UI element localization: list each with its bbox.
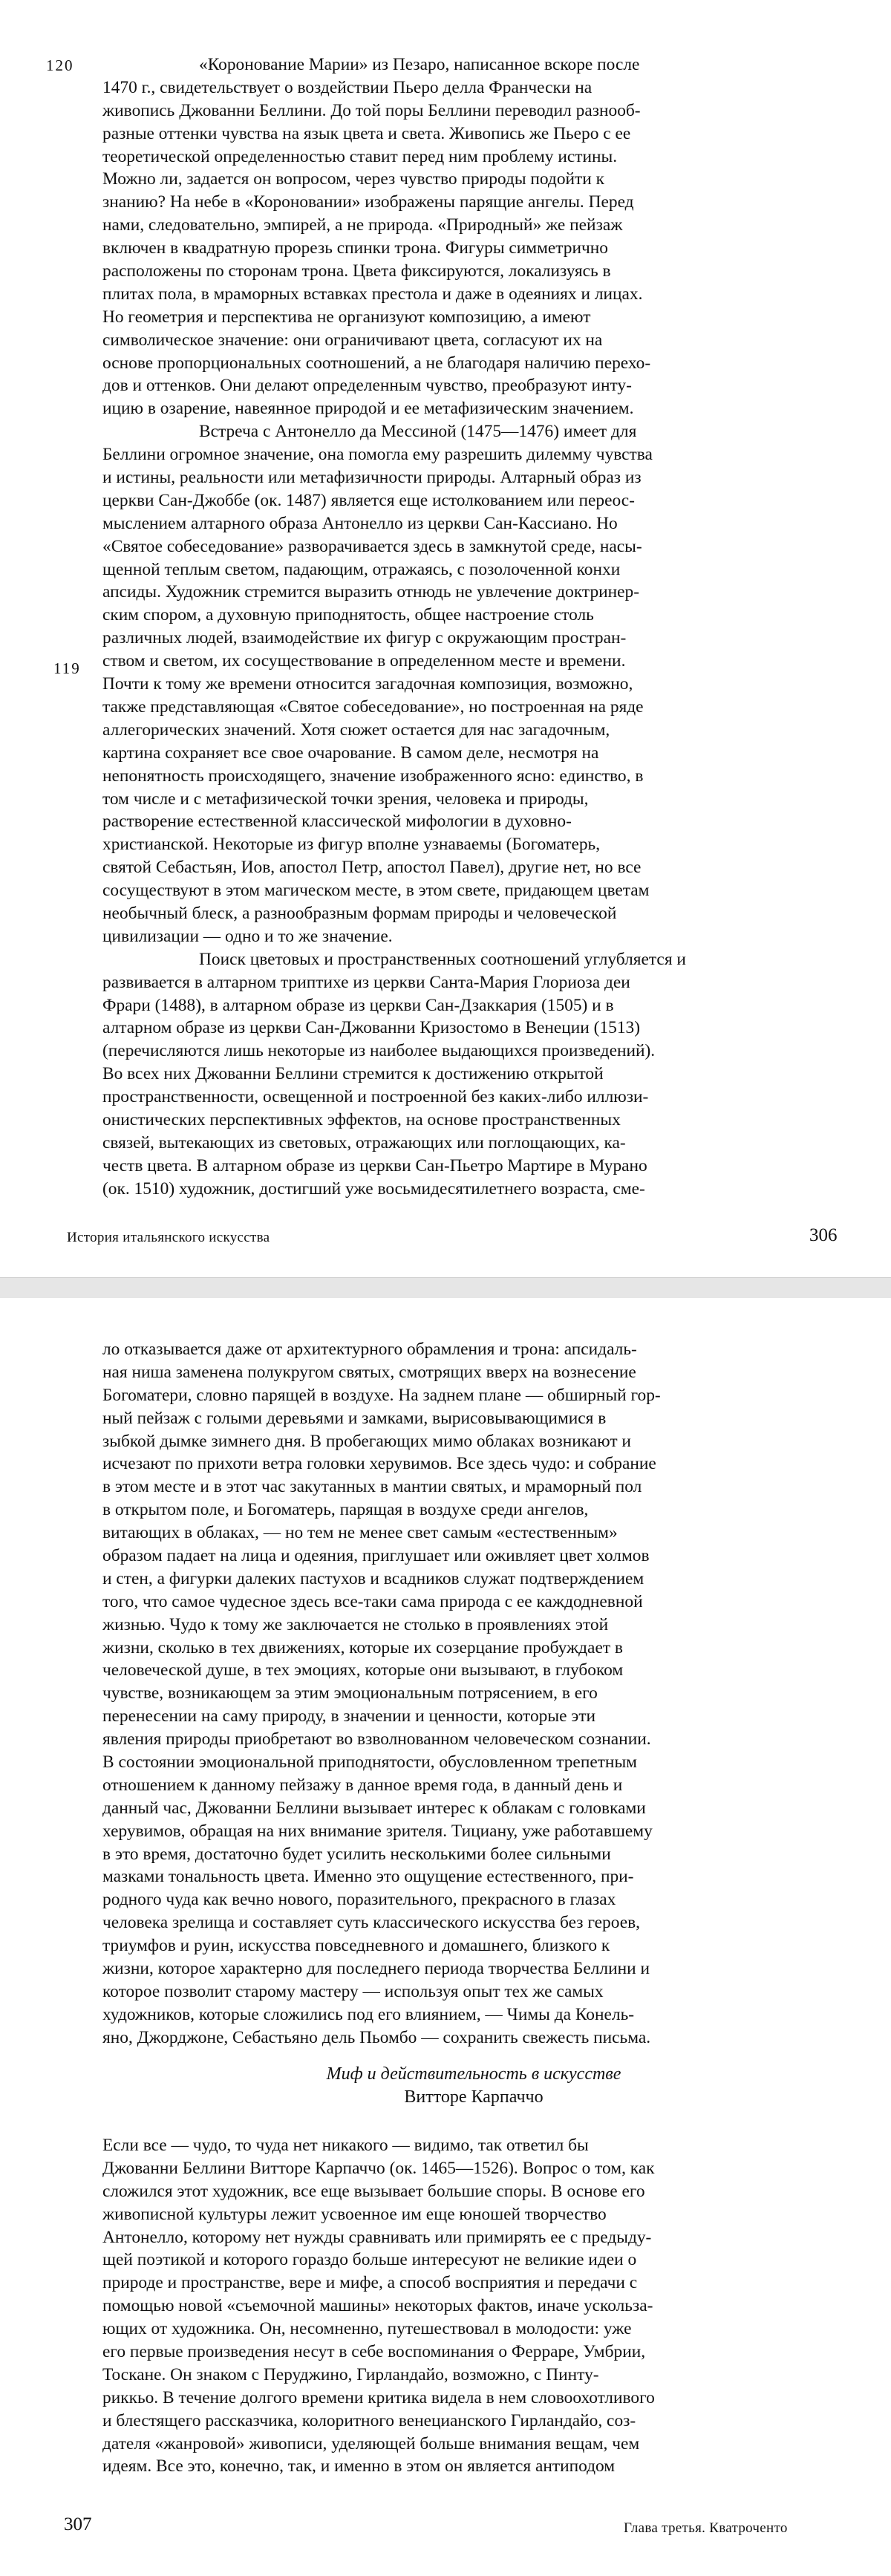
text-line: апсиды. Художник стремится выразить отнюдь не увлечение доктринер- xyxy=(102,582,640,602)
text-line: в это время, достаточно будет усилить несколькими более сильными xyxy=(102,1844,611,1864)
text-line: теоретической определенностью ставит перед ним проблему истины. xyxy=(102,146,618,166)
text-line: и блестящего рассказчика, колоритного венецианского Гирландайо, соз- xyxy=(102,2410,636,2430)
text-line: которое позволит старому мастеру — используя опыт тех же самых xyxy=(102,1981,604,2001)
text-line: ским спором, а духовную приподнятость, общее настроение столь xyxy=(102,605,594,625)
text-line: онистических перспективных эффектов, на основе пространственных xyxy=(102,1109,621,1129)
text-line: 1470 г., свидетельствует о воздействии Пьеро делла Франчески на xyxy=(102,77,593,97)
text-line: включен в квадратную прорезь спинки трона. Фигуры симметрично xyxy=(102,238,608,258)
text-line: дов и оттенков. Они делают определенным чувство, преобразуют инту- xyxy=(102,376,632,396)
margin-number-top: 120 xyxy=(46,56,74,74)
text-line: различных людей, взаимодействие их фигур с окружающим простран- xyxy=(102,628,627,648)
text-line: сложился этот художник, все еще вызывает большие споры. В основе его xyxy=(102,2181,645,2201)
text-line: основе пропорциональных соотношений, а не благодаря наличию перехо- xyxy=(102,353,651,373)
text-line: церкви Сан-Джоббе (ок. 1487) является еще истолкованием или переос- xyxy=(102,490,635,510)
text-line: человеческой душе, в тех эмоциях, которые они вызывают, в глубоком xyxy=(102,1660,624,1680)
text-line: яно, Джорджоне, Себастьяно дель Пьомбо — сохранить свежесть письма. xyxy=(102,2027,651,2047)
text-line: аллегорических значений. Хотя сюжет остается для нас загадочным, xyxy=(102,720,610,740)
text-line: честв цвета. В алтарном образе из церкви Сан-Пьетро Мартире в Мурано xyxy=(102,1155,647,1175)
text-line: в этом месте и в этот час закутанных в мантии святых, и мраморный пол xyxy=(102,1477,642,1497)
text-line: жизни, сколько в тех движениях, которые их созерцание пробуждает в xyxy=(102,1637,623,1657)
text-line: Джованни Беллини Витторе Карпаччо (ок. 1465—1526). Вопрос о том, как xyxy=(102,2158,655,2178)
text-line: ством и светом, их сосуществование в определенном месте и времени. xyxy=(102,651,626,671)
book-page-306 xyxy=(0,0,891,1277)
text-line: также представляющая «Святое собеседование», но построенная на ряде xyxy=(102,697,644,717)
text-line: Почти к тому же времени относится загадочная композиция, возможно, xyxy=(102,674,633,694)
page-307-body-text xyxy=(102,1338,845,2050)
text-line: символическое значение: они ограничивают цвета, согласуют их на xyxy=(102,330,603,350)
text-line: щенной теплым светом, падающим, отражаясь, с позолоченной конхи xyxy=(102,559,621,579)
page-306-body-text xyxy=(102,53,845,1201)
text-line: в открытом поле, и Богоматерь, парящая в воздухе среди ангелов, xyxy=(102,1500,589,1520)
text-line: витающих в облаках, — но тем не менее свет самым «естественным» xyxy=(102,1523,618,1543)
text-line: живопись Джованни Беллини. До той поры Беллини переводил разнооб- xyxy=(102,100,641,120)
text-line: триумфов и руин, искусства повседневного и домашнего, близкого к xyxy=(102,1936,610,1956)
text-line: Если все — чудо, то чуда нет никакого — видимо, так ответил бы xyxy=(102,2136,589,2155)
text-line: живописной культуры лежит усвоенное им еще юношей творчество xyxy=(102,2204,607,2224)
text-line: идеям. Все это, конечно, так, и именно в этом он является антиподом xyxy=(102,2456,616,2476)
text-line: непонятность происходящего, значение изображенного ясно: единство, в xyxy=(102,766,644,786)
text-line: родного чуда как вечно нового, поразительного, прекрасного в глазах xyxy=(102,1890,616,1910)
text-line: (перечисляются лишь некоторые из наиболее выдающихся произведений). xyxy=(102,1041,656,1061)
text-line: Беллини огромное значение, она помогла ему разрешить дилемму чувства xyxy=(102,445,653,465)
text-line: того, что самое чудесное здесь все-таки сама природа с ее каждодневной xyxy=(102,1591,643,1611)
book-page-307 xyxy=(0,1298,891,2576)
text-line: исчезают по прихоти ветра головки херувимов. Все здесь чудо: и собрание xyxy=(102,1454,656,1474)
text-line: цивилизации — одно и то же значение. xyxy=(102,926,393,946)
text-line: «Святое собеседование» разворачивается здесь в замкнутой среде, насы- xyxy=(102,536,642,556)
text-line: его первые произведения несут в себе воспоминания о Ферраре, Умбрии, xyxy=(102,2342,646,2362)
text-line: жизни, которое характерно для последнего периода творчества Беллини и xyxy=(102,1959,650,1979)
text-line: Фрари (1488), в алтарном образе из церкви Сан-Дзаккария (1505) и в xyxy=(102,995,614,1015)
text-line: Антонелло, которому нет нужды сравнивать или примирять ее с предыду- xyxy=(102,2227,652,2247)
text-line: зыбкой дымке зимнего дня. В пробегающих мимо облаках возникают и xyxy=(102,1431,631,1451)
text-line: картина сохраняет все свое очарование. В самом деле, несмотря на xyxy=(102,743,599,763)
running-footer-left: История итальянского искусства xyxy=(67,1230,270,1245)
text-line: святой Себастьян, Иов, апостол Петр, апостол Павел), другие нет, но все xyxy=(102,858,642,878)
text-line: ющих от художника. Он, несомненно, путешествовал в молодости: уже xyxy=(102,2319,632,2339)
text-line: Встреча с Антонелло да Мессиной (1475—1476) имеет для xyxy=(199,422,637,442)
page-number-306: 306 xyxy=(809,1225,838,1245)
text-line: отношением к данному пейзажу в данное время года, в данный день и xyxy=(102,1775,623,1795)
running-footer-right: Глава третья. Кватроченто xyxy=(624,2520,788,2536)
text-line: мазками тональность цвета. Именно это ощущение естественного, при- xyxy=(102,1867,634,1887)
text-line: помощью новой «съемочной машины» некоторых фактов, иначе ускольза- xyxy=(102,2296,653,2316)
text-line: нами, следовательно, эмпирей, а не природа. «Природный» же пейзаж xyxy=(102,215,623,235)
text-line: риккьо. В течение долгого времени критика видела в нем словоохотливого xyxy=(102,2387,655,2407)
text-line: ная ниша заменена полукругом святых, смотрящих вверх на вознесение xyxy=(102,1362,636,1382)
section-body-text xyxy=(102,2134,845,2478)
text-line: херувимов, обращая на них внимание зрителя. Тициану, уже работавшему xyxy=(102,1821,653,1841)
text-line: чувстве, возникающем за этим эмоциональным потрясением, в его xyxy=(102,1683,598,1703)
text-line: перенесении на саму природу, в значении и ценности, которые эти xyxy=(102,1706,596,1726)
text-line: данный час, Джованни Беллини вызывает интерес к облакам с головками xyxy=(102,1798,646,1818)
text-line: образом падает на лица и одеяния, приглушает или оживляет цвет холмов xyxy=(102,1546,650,1566)
text-line: ицию в озарение, навеянное природой и ее метафизическим значением. xyxy=(102,399,634,419)
text-line: знанию? На небе в «Короновании» изображены парящие ангелы. Перед xyxy=(102,192,634,212)
text-line: ло отказывается даже от архитектурного обрамления и трона: апсидаль- xyxy=(102,1340,637,1359)
section-heading xyxy=(102,2063,845,2109)
text-line: Богоматери, словно парящей в воздухе. На заднем плане — обширный гор- xyxy=(102,1385,661,1405)
text-line: необычный блеск, а разнообразным формам природы и человеческой xyxy=(102,903,617,923)
text-line: явления природы приобретают во взволнованном человеческом сознании. xyxy=(102,1729,651,1750)
text-line: жизнью. Чудо к тому же заключается не столько в проявлениях этой xyxy=(102,1614,609,1634)
text-line: художников, которые сложились под его влиянием, — Чимы да Конель- xyxy=(102,2004,635,2024)
text-line: Поиск цветовых и пространственных соотношений углубляется и xyxy=(199,949,686,969)
text-line: алтарном образе из церкви Сан-Джованни Кризостомо в Венеции (1513) xyxy=(102,1018,641,1038)
text-line: «Коронование Марии» из Пезаро, написанное вскоре после xyxy=(199,55,640,74)
text-line: плитах пола, в мраморных вставках престола и даже в одеяниях и лицах. xyxy=(102,284,643,304)
text-line: разные оттенки чувства на язык цвета и света. Живопись же Пьеро с ее xyxy=(102,123,631,143)
text-line: связей, вытекающих из световых, отражающих или поглощающих, ка- xyxy=(102,1132,626,1152)
margin-number-middle: 119 xyxy=(53,659,81,677)
section-heading-line1: Миф и действительность в искусстве xyxy=(326,2064,621,2084)
text-line: развивается в алтарном триптихе из церкви Санта-Мария Глориоза деи xyxy=(102,972,630,992)
text-line: природе и пространстве, вере и мифе, а способ восприятия и передачи с xyxy=(102,2273,638,2293)
text-line: том числе и с метафизической точки зрения, человека и природы, xyxy=(102,789,589,809)
text-line: Во всех них Джованни Беллини стремится к достижению открытой xyxy=(102,1064,604,1084)
text-line: Можно ли, задается он вопросом, через чувство природы подойти к xyxy=(102,169,604,189)
page-separator xyxy=(0,1277,891,1300)
text-line: сосуществуют в этом магическом месте, в этом свете, придающем цветам xyxy=(102,881,650,901)
text-line: человека зрелища и составляет суть классического искусства без героев, xyxy=(102,1913,640,1933)
text-line: В состоянии эмоциональной приподнятости, обусловленном трепетным xyxy=(102,1752,637,1773)
text-line: растворение естественной классической мифологии в духовно- xyxy=(102,812,572,832)
text-line: и стен, а фигурки далеких пастухов и всадников служат подтверждением xyxy=(102,1568,644,1588)
text-line: пространственности, освещенной и построенной без каких-либо иллюзи- xyxy=(102,1087,649,1107)
text-line: щей поэтикой и которого гораздо больше интересуют не великие идеи о xyxy=(102,2250,637,2270)
text-line: Тоскане. Он знаком с Перуджино, Гирландайо, возможно, с Пинту- xyxy=(102,2364,599,2384)
text-line: (ок. 1510) художник, достигший уже восьмидесятилетнего возраста, сме- xyxy=(102,1178,645,1199)
text-line: ный пейзаж с голыми деревьями и замками, вырисовывающимися в xyxy=(102,1408,607,1428)
text-line: дателя «жанровой» живописи, уделяющей больше внимания вещам, чем xyxy=(102,2433,640,2453)
text-line: Но геометрия и перспектива не организуют композицию, а имеют xyxy=(102,307,591,327)
page-number-307: 307 xyxy=(64,2514,92,2534)
text-line: и истины, реальности или метафизичности природы. Алтарный образ из xyxy=(102,468,642,488)
text-line: расположены по сторонам трона. Цвета фиксируются, локализуясь в xyxy=(102,261,611,281)
section-heading-line2: Витторе Карпаччо xyxy=(404,2087,544,2107)
text-line: мыслением алтарного образа Антонелло из церкви Сан-Кассиано. Но xyxy=(102,513,618,533)
text-line: христианской. Некоторые из фигур вполне узнаваемы (Богоматерь, xyxy=(102,835,601,855)
